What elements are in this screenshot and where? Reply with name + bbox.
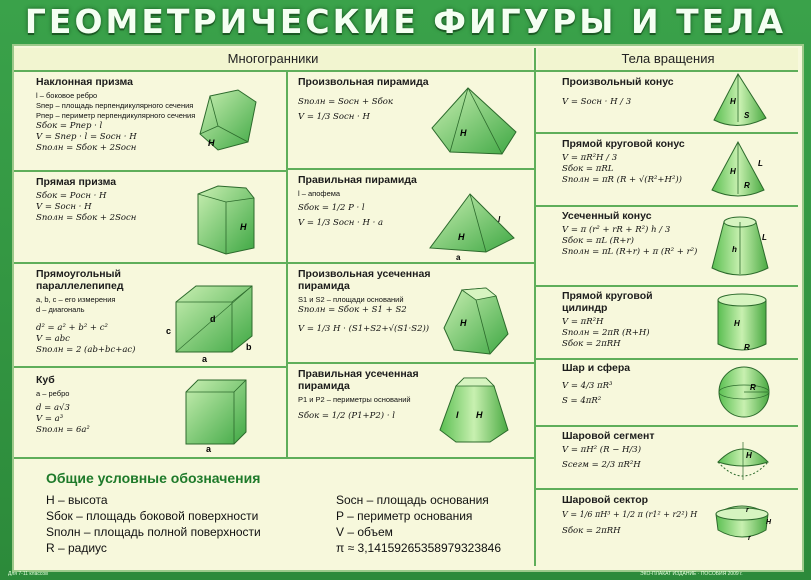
- divider: [536, 205, 798, 207]
- regular-pyramid-figure: [426, 190, 522, 262]
- svg-text:h: h: [732, 245, 737, 254]
- right-prism-block: [36, 176, 196, 224]
- svg-text:r: r: [748, 535, 751, 542]
- formula-line: l – апофема: [298, 189, 341, 198]
- right-prism-figure: [190, 182, 262, 256]
- arbitrary-cone-title: Произвольный конус: [562, 76, 674, 88]
- svg-text:l: l: [498, 215, 501, 224]
- svg-text:H: H: [460, 128, 467, 138]
- label-H: H: [208, 138, 215, 148]
- divider: [536, 425, 798, 427]
- svg-text:a: a: [202, 354, 208, 364]
- divider: [536, 358, 798, 360]
- svg-text:H: H: [458, 232, 465, 242]
- svg-text:H: H: [734, 319, 740, 328]
- divider: [536, 132, 798, 134]
- frustum-cone-block: [562, 210, 712, 258]
- divider: [536, 488, 798, 490]
- sphere-figure: [716, 362, 772, 422]
- spherical-segment-figure: [712, 430, 774, 486]
- svg-text:d: d: [210, 314, 216, 324]
- formula-line: Sполн = πR (R + √(R²+H²)): [562, 175, 682, 185]
- formula-line: Sбок = 2πRH: [562, 526, 621, 536]
- sphere-block: [562, 362, 692, 407]
- cuboid-title: Прямоугольный параллелепипед: [36, 268, 124, 292]
- formula-line: d² = a² + b² + c²: [36, 323, 108, 333]
- svg-text:a: a: [206, 444, 212, 452]
- legend-right: [336, 492, 501, 556]
- formula-line: a – ребро: [36, 389, 70, 398]
- formula-line: Sбок = πRL: [562, 164, 614, 174]
- svg-text:l: l: [456, 410, 459, 420]
- arbitrary-pyramid-figure: [428, 84, 520, 162]
- formula-line: Sбок = 2πRH: [562, 339, 621, 349]
- footer-right: ЭКО-ПЛАКАТ ИЗДАНИЕ · ПОСОБИЯ 2009 г.: [640, 571, 743, 577]
- divider: [288, 262, 534, 264]
- arbitrary-cone-block: [562, 76, 702, 108]
- regular-pyramid-block: [298, 174, 438, 229]
- svg-text:H: H: [746, 451, 752, 460]
- formula-line: Sбок = πL (R+r): [562, 236, 634, 246]
- formula-line: V = 1/6 πH³ + 1/2 π (r1² + r2²) H: [562, 510, 698, 519]
- divider: [14, 366, 286, 368]
- svg-text:H: H: [240, 222, 247, 232]
- formula-line: S1 и S2 – площади оснований: [298, 295, 404, 304]
- spherical-sector-title: Шаровой сектор: [562, 494, 649, 506]
- formula-line: V = a³: [36, 414, 64, 424]
- formula-line: Sполн = Sосн + Sбок: [298, 97, 393, 107]
- svg-text:b: b: [246, 342, 252, 352]
- frustum-cone-title: Усеченный конус: [562, 210, 652, 222]
- divider: [288, 362, 534, 364]
- svg-text:H: H: [730, 167, 736, 176]
- arbitrary-pyramid-title: Произвольная пирамида: [298, 76, 429, 88]
- formula-line: S = 4πR²: [562, 396, 602, 406]
- svg-text:L: L: [758, 159, 763, 168]
- svg-text:H: H: [460, 318, 467, 328]
- cube-title: Куб: [36, 374, 55, 386]
- frustum-cone-figure: [706, 212, 774, 282]
- svg-text:H: H: [476, 410, 483, 420]
- divider: [14, 262, 286, 264]
- formula-line: Sполн = πL (R+r) + π (R² + r²): [562, 247, 698, 257]
- formula-line: V = abc: [36, 334, 70, 344]
- formula-line: Sбок = Pпер · l: [36, 121, 103, 131]
- formula-line: V = 1/3 Sосн · H · a: [298, 218, 384, 228]
- cube-figure: [178, 376, 254, 452]
- formula-line: Sпер – площадь перпендикулярного сечения: [36, 101, 194, 110]
- cylinder-title: Прямой круговой цилиндр: [562, 290, 653, 314]
- formula-line: Sполн = Sбок + S1 + S2: [298, 305, 407, 315]
- spherical-sector-block: [562, 494, 712, 537]
- arbitrary-pyramid-block: [298, 76, 448, 123]
- formula-line: V = πR²H / 3: [562, 153, 618, 163]
- oblique-prism-title: Наклонная призма: [36, 76, 133, 88]
- spherical-sector-figure: [708, 494, 776, 556]
- legend-title: Общие условные обозначения: [46, 470, 261, 486]
- svg-text:a: a: [456, 253, 461, 262]
- svg-text:c: c: [166, 326, 172, 336]
- poster-title: ГЕОМЕТРИЧЕСКИЕ ФИГУРЫ И ТЕЛА: [24, 2, 787, 41]
- cuboid-figure: [166, 282, 262, 364]
- frustum-pyramid-block: [298, 268, 438, 335]
- formula-line: Sбок = 1/2 (P1+P2) · l: [298, 411, 395, 421]
- spherical-segment-block: [562, 430, 692, 471]
- right-prism-title: Прямая призма: [36, 176, 117, 188]
- cylinder-figure: [714, 290, 770, 356]
- legend-item: H – высота: [46, 493, 108, 507]
- right-cone-block: [562, 138, 712, 186]
- solids-of-revolution-header: Тела вращения: [538, 48, 798, 70]
- formula-line: V = π (r² + rR + R²) h / 3: [562, 225, 671, 235]
- legend-item: Sбок – площадь боковой поверхности: [46, 509, 259, 523]
- formula-line: Sполн = 6a²: [36, 425, 90, 435]
- formula-line: Sполн = Sбок + 2Sосн: [36, 143, 137, 153]
- formula-line: a, b, c – его измерения: [36, 295, 116, 304]
- right-cone-figure: [706, 140, 772, 202]
- regular-frustum-title: Правильная усеченная пирамида: [298, 368, 419, 392]
- formula-line: Sполн = Sбок + 2Sосн: [36, 213, 137, 223]
- formula-line: P1 и P2 – периметры оснований: [298, 395, 411, 404]
- legend-item: π ≈ 3,14159265358979323846: [336, 541, 502, 555]
- formula-line: l – боковое ребро: [36, 91, 98, 100]
- formula-line: d = a√3: [36, 403, 70, 413]
- polyhedra-header: Многогранники: [14, 48, 532, 70]
- regular-pyramid-title: Правильная пирамида: [298, 174, 417, 186]
- spherical-segment-title: Шаровой сегмент: [562, 430, 655, 442]
- formula-line: Sсегм = 2/3 πR²H: [562, 460, 641, 470]
- formula-line: V = 4/3 πR³: [562, 381, 613, 391]
- legend-left: [46, 492, 261, 556]
- svg-text:H: H: [766, 519, 772, 526]
- formula-line: V = πR²H: [562, 317, 604, 327]
- right-cone-title: Прямой круговой конус: [562, 138, 685, 150]
- legend-item: P – периметр основания: [336, 509, 473, 523]
- svg-text:S: S: [744, 111, 750, 120]
- regular-frustum-figure: [438, 372, 510, 446]
- formula-line: Pпер – периметр перпендикулярного сечения: [36, 111, 196, 120]
- formula-line: d – диагональ: [36, 305, 85, 314]
- divider: [288, 168, 534, 170]
- svg-text:R: R: [750, 383, 756, 392]
- divider: [14, 457, 534, 459]
- formula-line: V = 1/3 Sосн · H: [298, 112, 370, 122]
- svg-text:R: R: [744, 343, 750, 352]
- footer-left: Для 7-11 классов: [8, 571, 48, 577]
- formula-line: V = πH² (R − H/3): [562, 445, 642, 455]
- legend-item: Sосн – площадь основания: [336, 493, 489, 507]
- divider: [14, 70, 798, 72]
- formula-line: Sполн = 2πR (R+H): [562, 328, 650, 338]
- oblique-prism-figure: [196, 86, 268, 162]
- svg-text:L: L: [762, 233, 767, 242]
- oblique-prism-block: [36, 76, 206, 154]
- legend-item: Sполн – площадь полной поверхности: [46, 525, 261, 539]
- formula-line: V = Sосн · H: [36, 202, 92, 212]
- arbitrary-cone-figure: [708, 72, 774, 132]
- formula-line: V = 1/3 H · (S1+S2+√(S1·S2)): [298, 324, 430, 334]
- divider: [286, 72, 288, 457]
- svg-text:r: r: [746, 507, 749, 514]
- svg-text:H: H: [730, 97, 736, 106]
- legend-item: R – радиус: [46, 541, 107, 555]
- legend-item: V – объем: [336, 525, 393, 539]
- regular-frustum-block: [298, 368, 448, 422]
- divider: [536, 285, 798, 287]
- frustum-pyramid-title: Произвольная усеченная пирамида: [298, 268, 431, 292]
- cube-block: [36, 374, 176, 436]
- divider: [14, 170, 286, 172]
- formula-line: V = Sосн · H / 3: [562, 97, 632, 107]
- formula-line: Sбок = 1/2 P · l: [298, 203, 365, 213]
- formula-line: Sбок = Pосн · H: [36, 191, 107, 201]
- formula-line: Sполн = 2 (ab+bc+ac): [36, 345, 136, 355]
- sphere-title: Шар и сфера: [562, 362, 631, 374]
- cylinder-block: [562, 290, 692, 350]
- formula-line: V = Sпер · l = Sосн · H: [36, 132, 137, 142]
- frustum-pyramid-figure: [440, 284, 512, 358]
- svg-text:R: R: [744, 181, 750, 190]
